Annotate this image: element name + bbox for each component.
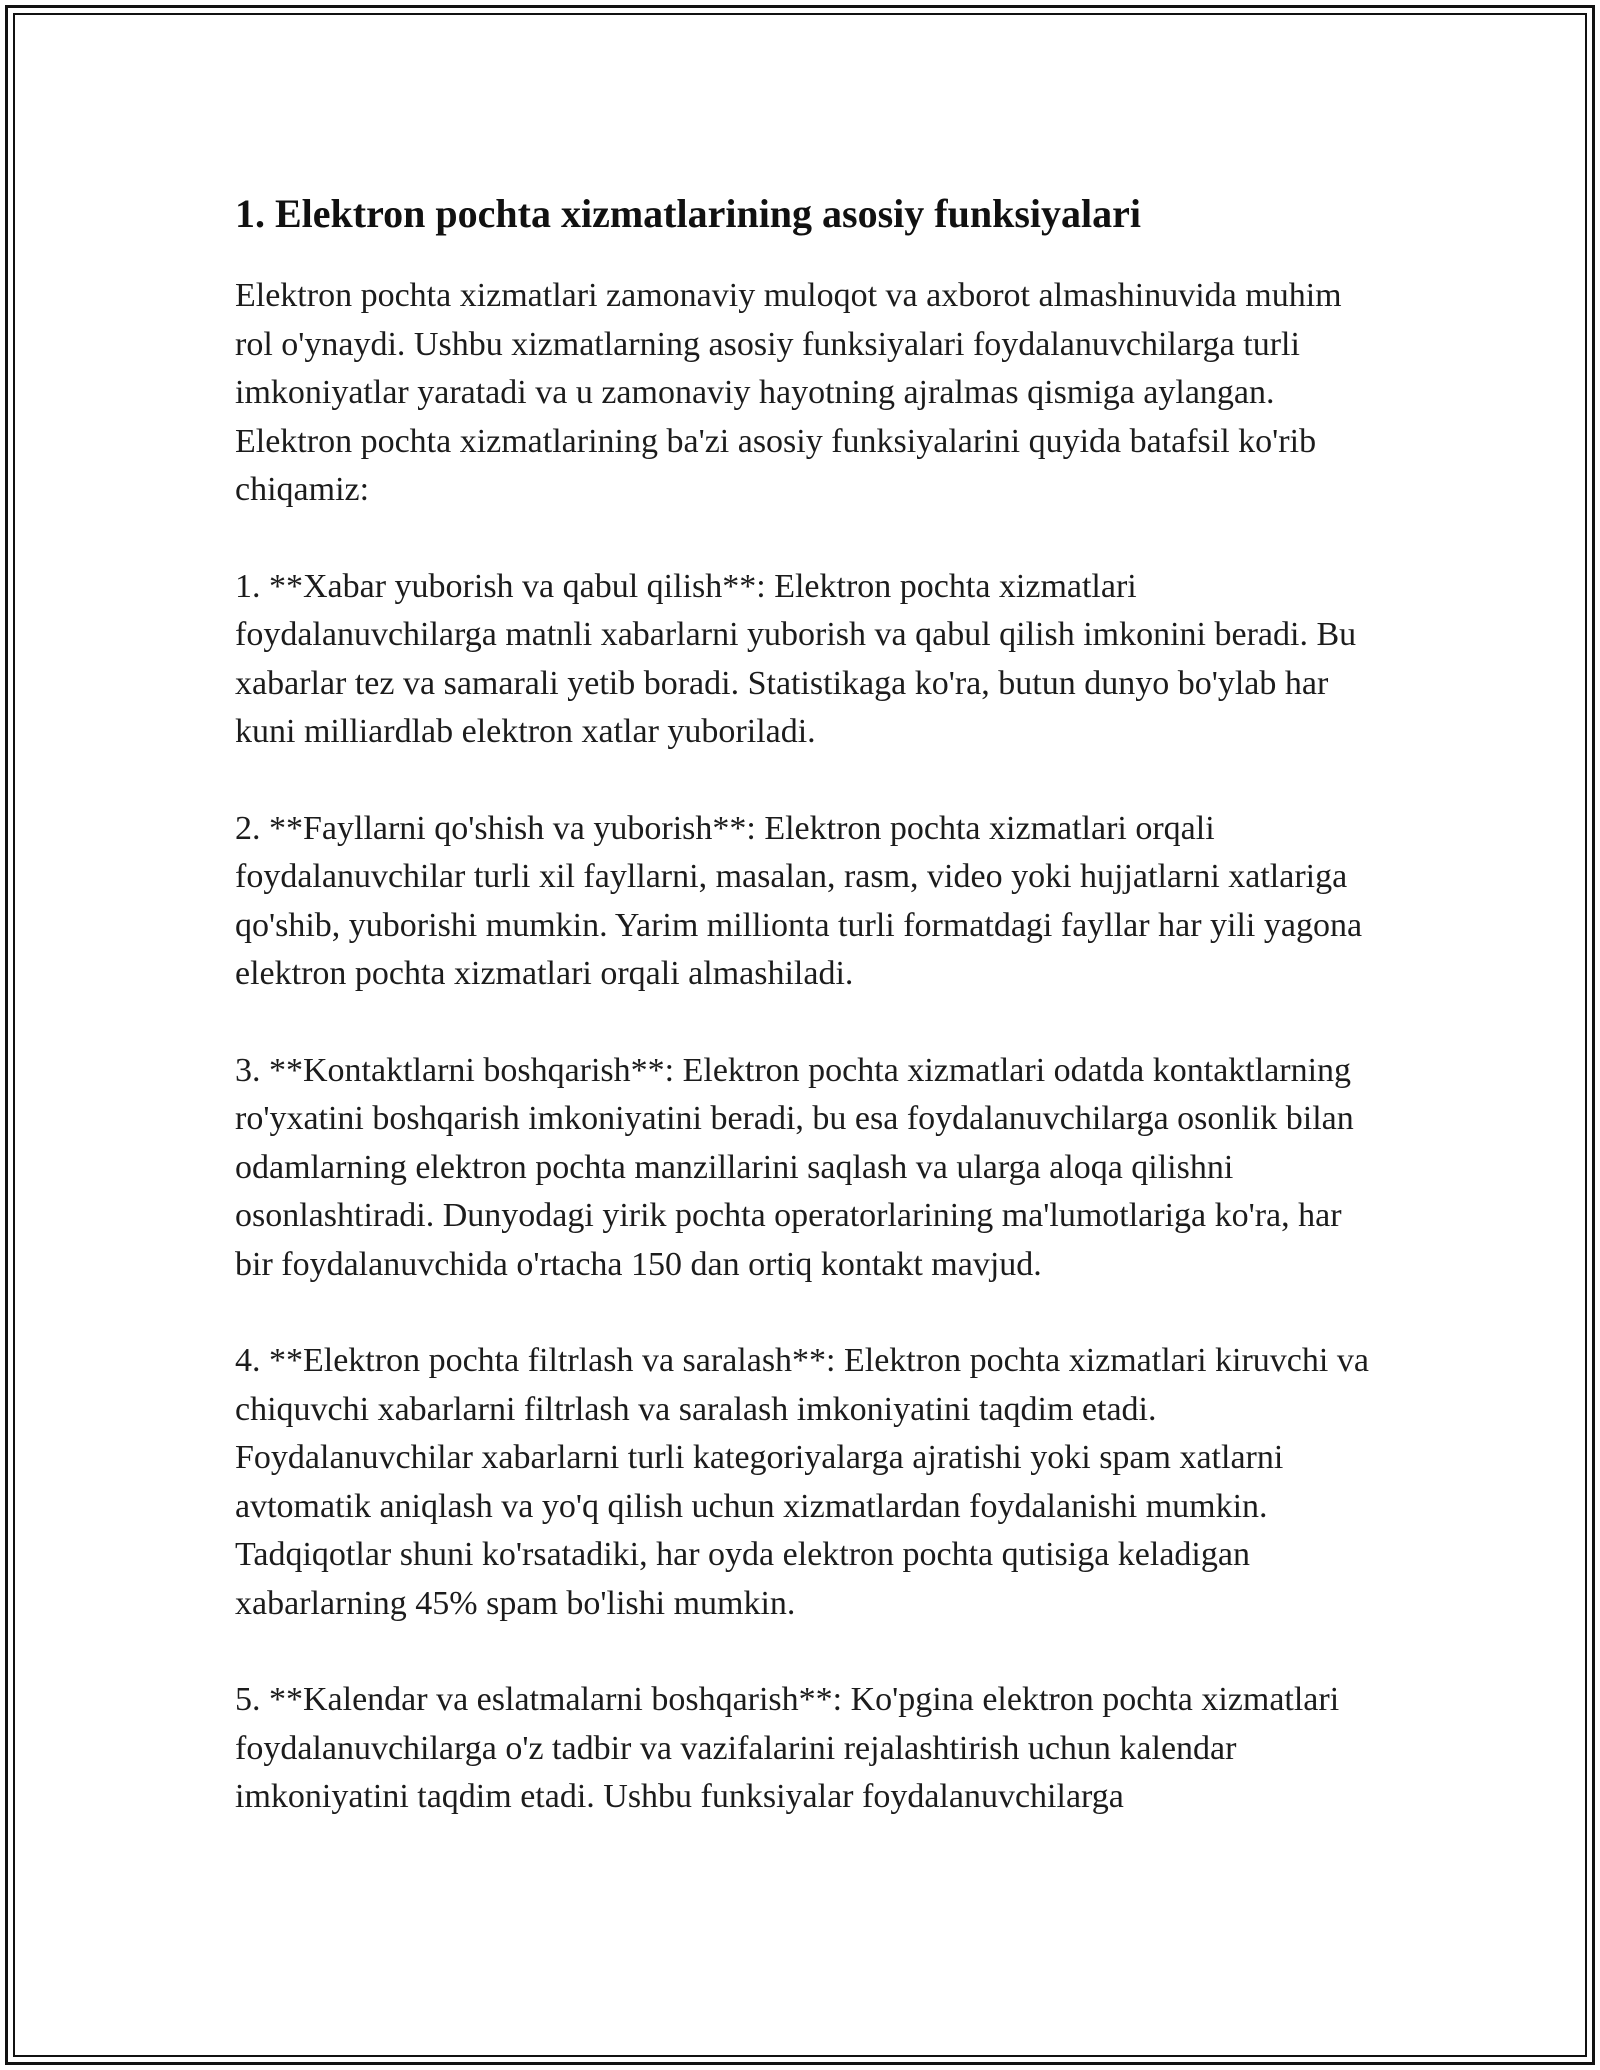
list-item-calendar: 5. **Kalendar va eslatmalarni boshqarish**: Ko'pgina elektron pochta xizmatlari foydalanuvchilarga o'z tadbir va vazifalarini rejalashtirish uchun kalendar imkoniyatini taqdim etadi. Ushbu funksiyalar foydalanuvchilarga bbox=[235, 1681, 1340, 1815]
list-item-messaging: 1. **Xabar yuborish va qabul qilish**: Elektron pochta xizmatlari foydalanuvchilarga matnli xabarlarni yuborish va qabul qilish imkonini beradi. Bu xabarlar tez va samarali yetib boradi. Statistikaga ko'ra, butun dunyo bo'ylab har kuni milliardlab elektron xatlar yuboriladi. bbox=[235, 567, 1357, 750]
list-item-filtering: 4. **Elektron pochta filtrlash va saralash**: Elektron pochta xizmatlari kiruvchi va chiquvchi xabarlarni filtrlash va saralash imkoniyatini taqdim etadi. Foydalanuvchilar xabarlarni turli kategoriyalarga ajratishi yoki spam xatlarni avtomatik aniqlash va yo'q qilish uchun xizmatlardan foydalanishi mumkin. Tadqiqotlar shuni ko'rsatadiki, har oyda elektron pochta qutisiga keladigan xabarlarning 45% spam bo'lishi mumkin. bbox=[235, 1342, 1369, 1622]
list-item-contacts: 3. **Kontaktlarni boshqarish**: Elektron pochta xizmatlari odatda kontaktlarning ro'yxatini boshqarish imkoniyatini beradi, bu esa foydalanuvchilarga osonlik bilan odamlarning elektron pochta manzillarini saqlash va ularga aloqa qilishni osonlashtiradi. Dunyodagi yirik pochta operatorlarining ma'lumotlariga ko'ra, har bir foydalanuvchida o'rtacha 150 dan ortiq kontakt mavjud. bbox=[235, 1051, 1354, 1283]
section-heading: 1. Elektron pochta xizmatlarining asosiy funksiyalari bbox=[235, 191, 1142, 236]
document-body bbox=[235, 186, 1385, 1870]
intro-paragraph: Elektron pochta xizmatlari zamonaviy muloqot va axborot almashinuvida muhim rol o'ynaydi. Ushbu xizmatlarning asosiy funksiyalari foydalanuvchilarga turli imkoniyatlar yaratadi va u zamonaviy hayotning ajralmas qismiga aylangan. Elektron pochta xizmatlarining ba'zi asosiy funksiyalarini quyida batafsil ko'rib chiqamiz: bbox=[235, 277, 1342, 508]
list-item-attachments: 2. **Fayllarni qo'shish va yuborish**: Elektron pochta xizmatlari orqali foydalanuvchilar turli xil fayllarni, masalan, rasm, video yoki hujjatlarni xatlariga qo'shib, yuborishi mumkin. Yarim millionta turli formatdagi fayllar har yili yagona elektron pochta xizmatlari orqali almashiladi. bbox=[235, 809, 1363, 992]
